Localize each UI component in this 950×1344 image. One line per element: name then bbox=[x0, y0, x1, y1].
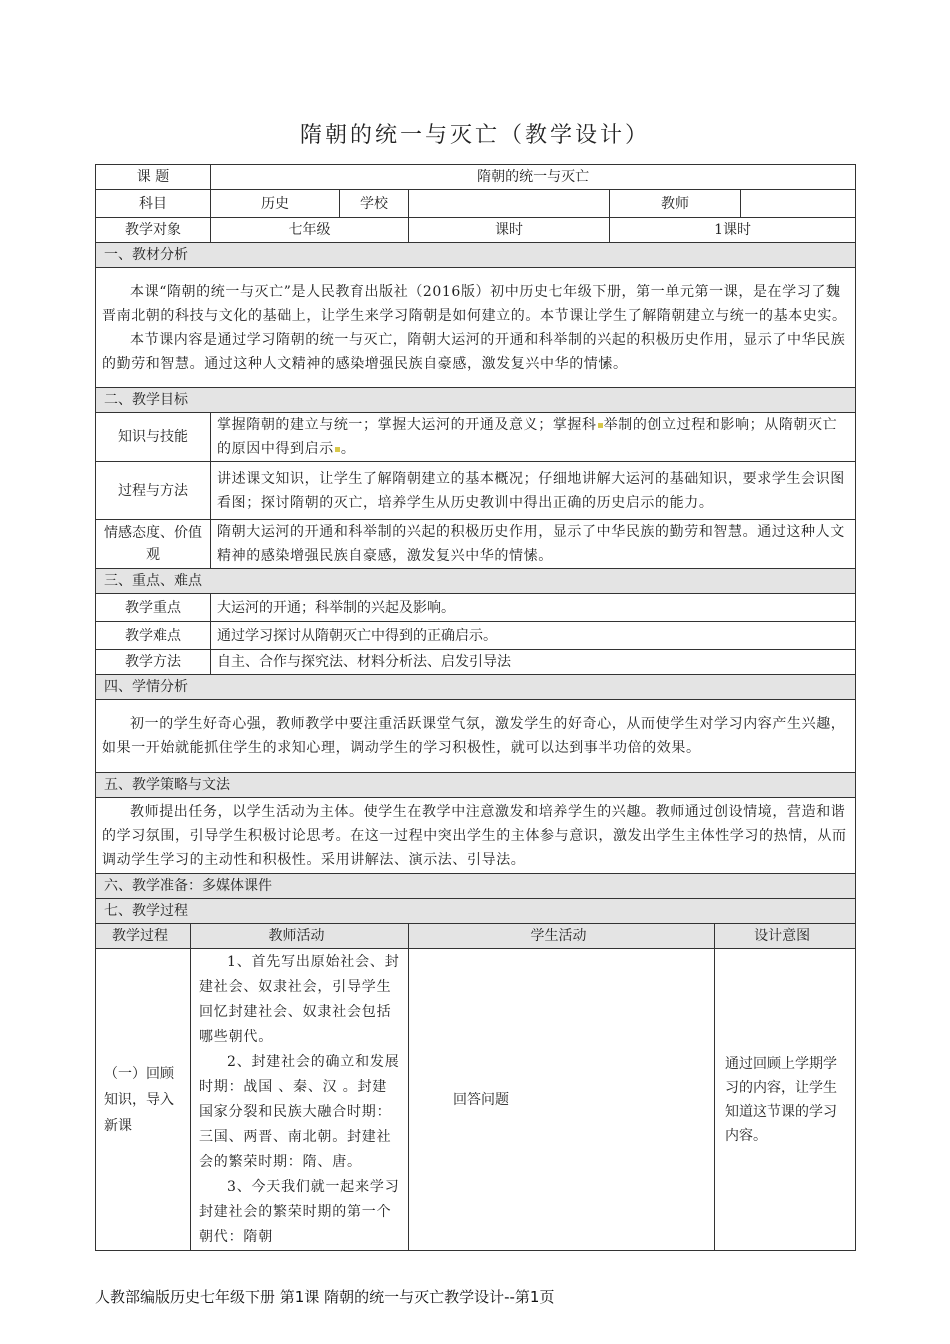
section-heading: 四、学情分析 bbox=[96, 675, 856, 700]
goal-label: 过程与方法 bbox=[96, 462, 211, 520]
audience-row bbox=[96, 218, 856, 243]
key-text: 通过学习探讨从隋朝灭亡中得到的正确启示。 bbox=[211, 622, 856, 650]
col-header: 教师活动 bbox=[191, 924, 409, 949]
subject-label: 科目 bbox=[96, 190, 211, 218]
goal-text: 隋朝大运河的开通和科举制的兴起的积极历史作用，显示了中华民族的勤劳和智慧。通过这种人文精神的感染增强民族自豪感，激发复兴中华的情愫。 bbox=[211, 520, 856, 569]
audience-label: 教学对象 bbox=[96, 218, 211, 243]
activity-step: 1、首先写出原始社会、封建社会、奴隶社会，引导学生回忆封建社会、奴隶社会包括哪些朝代。 bbox=[199, 954, 400, 1045]
topic-label: 课 题 bbox=[96, 165, 211, 190]
page-footer: 人教部编版历史七年级下册 第1课 隋朝的统一与灭亡教学设计--第1页 bbox=[95, 1288, 555, 1306]
design-intent: 通过回顾上学期学习的内容，让学生知道这节课的学习内容。 bbox=[715, 949, 856, 1251]
hours-label: 课时 bbox=[409, 218, 610, 243]
paragraph: 本课“隋朝的统一与灭亡”是人民教育出版社（2016版）初中历史七年级下册，第一单元第一课，是在学习了魏晋南北朝的科技与文化的基础上，让学生来学习隋朝是如何建立的。本节课让学生了解隋朝建立与统一的基本史实。 bbox=[102, 283, 847, 324]
activity-step: 3、今天我们就一起来学习封建社会的繁荣时期的第一个朝代：隋朝 bbox=[199, 1179, 400, 1245]
paragraph: 教师提出任务，以学生活动为主体。使学生在教学中注意激发和培养学生的兴趣。教师通过创设情境，营造和谐的学习氛围，引导学生积极讨论思考。在这一过程中突出学生的主体参与意识，激发出学生主体性学习的热情，从而调动学生学习的主动性和积极性。采用讲解法、演示法、引导法。 bbox=[102, 803, 847, 868]
section-heading: 六、教学准备：多媒体课件 bbox=[96, 874, 856, 899]
document-title: 隋朝的统一与灭亡（教学设计） bbox=[299, 123, 650, 148]
highlight-mark bbox=[335, 447, 340, 452]
activity-step: 2、封建社会的确立和发展时期：战国 、秦、汉 。封建国家分裂和民族大融合时期：三国、两晋、南北朝。封建社会的繁荣时期：隋、唐。 bbox=[199, 1054, 400, 1170]
lesson-plan-table bbox=[95, 164, 856, 1251]
learner-analysis bbox=[96, 700, 856, 773]
key-label: 教学方法 bbox=[96, 650, 211, 675]
goal-text: 掌握隋朝的建立与统一；掌握大运河的开通及意义；掌握科 举制的创立过程和影响；从隋朝灭亡的原因中得到启示 。 bbox=[211, 413, 856, 462]
section-heading: 五、教学策略与文法 bbox=[96, 773, 856, 798]
student-activity: 回答问题 bbox=[409, 949, 715, 1251]
highlight-mark bbox=[598, 423, 603, 428]
paragraph: 本节课内容是通过学习隋朝的统一与灭亡，隋朝大运河的开通和科举制的兴起的积极历史作用，显示了中华民族的勤劳和智慧。通过这种人文精神的感染增强民族自豪感，激发复兴中华的情愫。 bbox=[102, 331, 846, 372]
hours-value: 1课时 bbox=[610, 218, 856, 243]
col-header: 学生活动 bbox=[409, 924, 715, 949]
section-heading: 七、教学过程 bbox=[96, 899, 856, 924]
process-stage: （一）回顾知识，导入新课 bbox=[96, 949, 191, 1251]
paragraph: 初一的学生好奇心强，教师教学中要注重活跃课堂气氛，激发学生的好奇心，从而使学生对学习内容产生兴趣，如果一开始就能抓住学生的求知心理，调动学生的学习积极性，就可以达到事半功倍的效果。 bbox=[102, 716, 846, 756]
col-header: 设计意图 bbox=[715, 924, 856, 949]
goal-label: 知识与技能 bbox=[96, 413, 211, 462]
key-text: 大运河的开通；科举制的兴起及影响。 bbox=[211, 594, 856, 622]
col-header: 教学过程 bbox=[96, 924, 191, 949]
school-label: 学校 bbox=[340, 190, 409, 218]
goal-label: 情感态度、价值观 bbox=[96, 520, 211, 569]
strategy-text bbox=[96, 798, 856, 874]
subject-value: 历史 bbox=[211, 190, 340, 218]
goal-text: 讲述课文知识，让学生了解隋朝建立的基本概况；仔细地讲解大运河的基础知识，要求学生会识图看图；探讨隋朝的灭亡，培养学生从历史教训中得出正确的历史启示的能力。 bbox=[211, 462, 856, 520]
teacher-activity bbox=[191, 949, 409, 1251]
audience-value: 七年级 bbox=[211, 218, 409, 243]
key-label: 教学难点 bbox=[96, 622, 211, 650]
section-heading: 一、教材分析 bbox=[96, 243, 856, 268]
section-heading: 三、重点、难点 bbox=[96, 569, 856, 594]
topic-value: 隋朝的统一与灭亡 bbox=[211, 165, 856, 190]
process-header-row bbox=[96, 924, 856, 949]
teacher-value bbox=[741, 190, 856, 218]
key-label: 教学重点 bbox=[96, 594, 211, 622]
school-value bbox=[409, 190, 610, 218]
section-heading: 二、教学目标 bbox=[96, 388, 856, 413]
subject-row bbox=[96, 190, 856, 218]
material-analysis bbox=[96, 268, 856, 388]
teacher-label: 教师 bbox=[610, 190, 741, 218]
key-text: 自主、合作与探究法、材料分析法、启发引导法 bbox=[211, 650, 856, 675]
topic-row bbox=[96, 165, 856, 190]
process-row bbox=[96, 949, 856, 1251]
